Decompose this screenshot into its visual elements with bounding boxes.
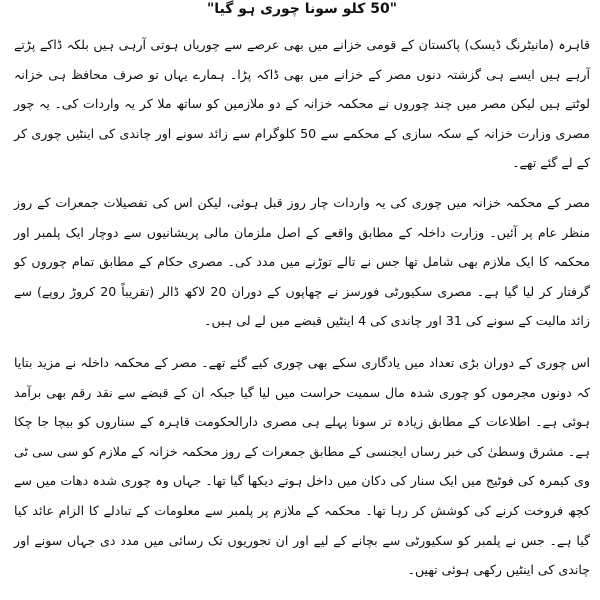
article-paragraph-3: اس چوری کے دوران بڑی تعداد میں یادگاری سکے بھی چوری کیے گئے تھے۔ مصر کے محکمہ داخلہ نے مزید بتایا کہ دونوں مجرموں کو چوری شدہ مال سمیت حراست میں لیا گیا جبکہ ان کے قبضے سے نقد رقم بھی برآمد ہوئی ہے۔ اطلاعات کے مطابق زیادہ تر سونا پہلے ہی مصری دارالحکومت قاہرہ کے سناروں کو بیچا جا چکا ہے۔ مشرق وسطیٰ کی خبر رساں ایجنسی کے مطابق جمعرات کے روز محکمہ خزانہ کے ملازم کو سی سی ٹی وی کیمرہ کی فوٹیج میں ایک سنار کی دکان میں داخل ہوتے دیکھا گیا تھا۔ جہاں وہ چوری شدہ دھات میں سے کچھ فروخت کرنے کی کوشش کر رہا تھا۔ محکمہ کے ملازم پر پلمبر سے معلومات کے تبادلے کا الزام عائد کیا گیا ہے۔ جس نے پلمبر کو سکیورٹی سے بچانے کے لیے اور ان تجوریوں تک رسائی میں مدد دی جہاں سونے اور چاندی کی اینٹیں رکھی ہوئی تھیں۔ [14, 354, 590, 578]
article-paragraph-1: قاہرہ (مانیٹرنگ ڈیسک) پاکستان کے قومی خزانے میں بھی عرصے سے چوریاں ہوتی آرہی ہیں بلکہ ڈاکے پڑتے آرہے ہیں ایسے ہی گزشتہ دنوں مصر کے خزانے میں بھی ڈاکہ پڑا۔ ہمارے یہاں تو صرف محافظ ہی خزانہ لوٹتے ہیں لیکن مصر میں چند چوروں نے محکمہ خزانہ کے دو ملازمین کو ساتھ ملا کر یہ واردات کی۔ یہ چور مصری وزارت خزانہ کے سکہ سازی کے محکمے سے 50 کلوگرام سے زائد سونے اور چاندی کی اینٹیں چوری کر کے لے گئے تھے۔ [14, 37, 590, 171]
article-paragraph-2: مصر کے محکمہ خزانہ میں چوری کی یہ واردات چار روز قبل ہوئی، لیکن اس کی تفصیلات جمعرات کے روز منظر عام پر آئیں۔ وزارت داخلہ کے مطابق واقعے کے اصل ملزمان مالی پریشانیوں سے دوچار ایک پلمبر اور محکمہ کا ایک ملازم بھی شامل تھا جس نے تالے توڑنے میں مدد کی۔ مصری حکام کے مطابق تمام چوروں کو گرفتار کر لیا گیا ہے۔ مصری سکیورٹی فورسز نے چھاپوں کے دوران 20 لاکھ ڈالر (تقریباً 20 کروڑ روپے) سے زائد مالیت کے سونے کی 31 اور چاندی کی 4 اینٹیں قبضے میں لے لی ہیں۔ [14, 194, 591, 329]
article-headline: "50 کلو سونا چوری ہو گیا" [207, 1, 397, 17]
